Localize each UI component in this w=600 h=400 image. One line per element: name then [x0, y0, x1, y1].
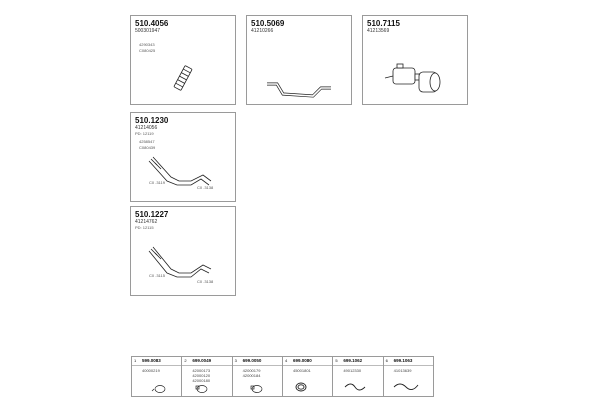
- front-pipe-icon: [131, 207, 235, 295]
- part-card-510-1230[interactable]: [130, 112, 236, 202]
- part-card-510-7115[interactable]: [362, 15, 468, 105]
- part-card-510-5069[interactable]: [246, 15, 352, 105]
- accessory-index: 6: [385, 358, 388, 363]
- part-card-510-4056[interactable]: [130, 15, 236, 105]
- hanger-icon: [333, 357, 383, 396]
- part-ref: 41214762: [135, 219, 158, 225]
- accessory-cell[interactable]: [232, 357, 282, 396]
- accessory-code: 699.1062: [343, 358, 363, 363]
- front-pipe-icon: [131, 113, 235, 201]
- part-note: C080439: [139, 145, 156, 150]
- part-note: C080425: [139, 48, 156, 53]
- clamp-icon: [182, 357, 232, 396]
- clamp-icon: [132, 357, 182, 396]
- accessory-index: 3: [234, 358, 237, 363]
- part-card-510-1227[interactable]: [130, 206, 236, 296]
- accessory-code: 699.0080: [292, 358, 312, 363]
- accessory-line: 41013639: [393, 368, 412, 373]
- part-code: 510.7115: [367, 19, 400, 28]
- accessory-line: 42000173: [192, 368, 211, 373]
- accessory-line: 45001801: [292, 368, 311, 373]
- accessory-index: 2: [184, 358, 187, 363]
- accessory-line: 42000120: [192, 373, 211, 378]
- part-code: 510.5069: [251, 19, 285, 28]
- part-code: 510.1230: [135, 116, 169, 125]
- part-ref: 41213569: [367, 28, 390, 34]
- flex-pipe-icon: [131, 16, 235, 104]
- clamp-icon: [233, 357, 283, 396]
- accessory-cell[interactable]: [282, 357, 332, 396]
- pipe-label: C0 .3119: [149, 180, 165, 185]
- accessory-index: 5: [335, 358, 338, 363]
- accessory-code: 699.1063: [393, 358, 413, 363]
- part-ref: 500301947: [135, 28, 161, 34]
- part-code: 510.1227: [135, 210, 169, 219]
- bent-pipe-icon: [247, 16, 351, 104]
- accessory-cell[interactable]: [383, 357, 434, 396]
- accessory-line: 42000179: [242, 368, 261, 373]
- accessory-cell[interactable]: [332, 357, 382, 396]
- part-note: PD: 12115: [135, 225, 154, 230]
- pipe-label: C0 .3138: [197, 185, 214, 190]
- part-note: 4290343: [139, 42, 155, 47]
- accessory-line: 42000180: [192, 378, 211, 383]
- part-note: 4258547: [139, 139, 155, 144]
- pipe-label: C0 .3115: [149, 273, 165, 278]
- accessory-cell[interactable]: [181, 357, 231, 396]
- part-ref: 41210266: [251, 28, 274, 34]
- accessory-line: 49012330: [343, 368, 362, 373]
- part-code: 510.4056: [135, 19, 169, 28]
- accessory-cell[interactable]: [131, 357, 181, 396]
- accessory-code: 699.0049: [192, 358, 212, 363]
- hanger-icon: [384, 357, 434, 396]
- muffler-icon: [363, 16, 467, 104]
- accessory-line: 40000219: [142, 368, 160, 373]
- accessory-line: 42000184: [242, 373, 261, 378]
- accessory-index: 1: [134, 358, 137, 363]
- accessory-index: 4: [284, 358, 288, 363]
- accessory-code: 699.0050: [242, 358, 262, 363]
- gasket-icon: [283, 357, 333, 396]
- pipe-label: C0 .3138: [197, 279, 214, 284]
- part-ref: 41214056: [135, 125, 158, 131]
- part-note: PD: 12119: [135, 131, 154, 136]
- accessories-strip: [131, 356, 434, 397]
- accessory-code: 599.0083: [142, 358, 161, 363]
